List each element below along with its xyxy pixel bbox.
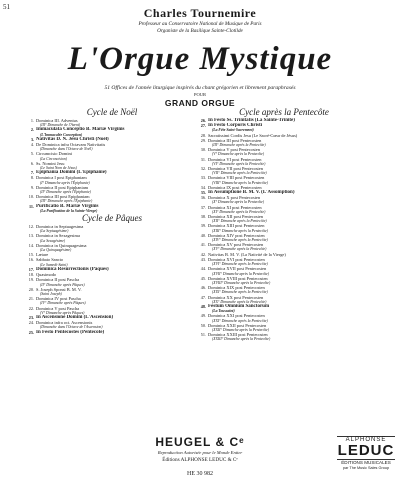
office-subtitle: (XXII° Dimanche après la Pentecôte) [212, 327, 269, 332]
office-number: 8. [30, 175, 34, 181]
office-item [199, 323, 369, 332]
office-title: Circumcisio Domini [36, 151, 72, 157]
office-title: Dominica II post Pascha [36, 277, 80, 283]
office-subtitle: (XII° Dimanche après la Pentecôte) [212, 219, 267, 224]
office-item [27, 194, 197, 203]
office-subtitle: (I° Dimanche après l'Épiphanie) [40, 180, 90, 185]
office-subtitle: (VIII° Dimanche après la Pentecôte) [212, 180, 268, 185]
office-title: Dominica VI post Pentecosten [208, 156, 262, 162]
work-title: L'Orgue Mystique [67, 41, 333, 77]
office-item [199, 242, 369, 251]
office-subtitle: (XIII° Dimanche après la Pentecôte) [212, 228, 268, 233]
office-title: Dominica IX post Pentecosten [208, 184, 262, 190]
office-subtitle: (IV° Dimanche après Pâques) [40, 301, 86, 306]
office-title: Dominica VIII post Pentecosten [208, 175, 265, 181]
office-title: Dominica in Quinquagesima [36, 242, 87, 248]
composer-name: Charles Tournemire [143, 6, 257, 20]
office-number: 45. [200, 275, 206, 281]
cycle-heading: Cycle de Pâques [82, 213, 142, 224]
office-item [27, 224, 197, 233]
cycle-column-left [27, 107, 197, 335]
office-number: 4. [30, 142, 34, 148]
office-item [199, 295, 369, 304]
publisher-edition: Éditions ALPHONSE LEDUC & Cᵉ [162, 457, 238, 463]
office-item [199, 175, 369, 184]
office-item [199, 257, 369, 266]
office-title: Purificatio B. Mariæ Virginis [36, 203, 99, 209]
office-title: Dominica V post Pascha [36, 305, 80, 311]
office-number: 31. [200, 156, 206, 162]
office-number: 24. [28, 320, 34, 326]
office-number: 9. [30, 184, 34, 190]
office-item [199, 285, 369, 294]
office-item [27, 142, 197, 151]
office-item [199, 138, 369, 147]
office-number: 22. [28, 305, 34, 311]
office-item [27, 277, 197, 286]
office-number: 38. [200, 214, 206, 220]
office-subtitle: (L'Immaculée Conception) [40, 132, 83, 137]
office-title: Dominica in Sexagesima [36, 233, 80, 239]
office-item [27, 296, 197, 305]
office-item [199, 166, 369, 175]
cycle-heading: Cycle de Noël [86, 107, 138, 117]
office-title: Festum Omnium Sanctorum [208, 303, 270, 309]
office-item [199, 223, 369, 232]
office-title: Dominica II post Epiphaniam [36, 184, 89, 190]
work-description: 51 Offices de l'année liturgique inspirés du chant grégorien et librement paraphrasés [104, 85, 296, 91]
office-subtitle: (X° Dimanche après la Pentecôte) [212, 200, 265, 205]
office-number: 20. [28, 286, 34, 292]
office-title: Dominica XXI post Pentecosten [208, 313, 265, 319]
office-subtitle: (Dimanche dans l'Octave de l'Ascension) [40, 325, 103, 330]
office-subtitle: (XIV° Dimanche après la Pentecôte) [212, 238, 268, 243]
cycle-heading: Cycle après la Pentecôte [239, 107, 329, 117]
office-subtitle: (Le Saint Nom de Jésus) [40, 166, 77, 171]
office-number: 26. [200, 118, 206, 123]
office-title: Dominica XX post Pentecosten [208, 294, 264, 300]
office-number: 36. [200, 195, 206, 201]
office-title: Lætare [36, 252, 49, 258]
office-subtitle: (La Sexagésime) [40, 238, 66, 243]
office-title: Quasimodo [36, 272, 57, 278]
office-title: Immaculata Conceptio B. Mariæ Virginis [36, 127, 125, 133]
office-number: 40. [200, 232, 206, 238]
office-subtitle: (La Toussaint) [212, 309, 235, 314]
office-number: 10. [28, 194, 34, 200]
office-item [199, 332, 369, 341]
office-number: 48. [200, 303, 206, 309]
office-title: Dominica IV post Pascha [36, 296, 81, 302]
office-number: 3. [30, 136, 34, 142]
for-label: POUR [193, 92, 206, 97]
office-number: 46. [200, 285, 206, 291]
office-subtitle: (V° Dimanche après la Pentecôte) [212, 152, 265, 157]
office-item [199, 195, 369, 204]
office-title: Dominica XI post Pentecosten [208, 204, 262, 210]
office-number: 33. [200, 175, 206, 181]
office-item [27, 127, 197, 136]
office-item [199, 123, 369, 132]
office-item [199, 266, 369, 275]
office-title: S. Joseph Sponsi B. M. V. [36, 286, 82, 292]
office-item [199, 147, 369, 156]
office-number: 15. [28, 252, 34, 258]
office-number: 11. [28, 203, 34, 209]
office-title: Ss. Nomini Jesu [36, 160, 65, 166]
office-number: 17. [28, 266, 34, 272]
office-item [27, 243, 197, 252]
office-item [199, 205, 369, 214]
office-title: In Festo Corporis Christi [208, 123, 263, 129]
office-number: 19. [28, 277, 34, 283]
office-subtitle: (Dimanche dans l'Octave de Noël) [40, 147, 93, 152]
catalog-number: HE 30 982 [187, 471, 213, 477]
office-number: 12. [28, 224, 34, 230]
logo-line-1: ALPHONSE [345, 437, 387, 443]
office-number: 25. [28, 329, 34, 335]
office-title: Dominica XVII post Pentecosten [208, 266, 267, 272]
office-number: 30. [200, 147, 206, 153]
office-number: 39. [200, 223, 206, 229]
office-title: In Assumptione B. M. V. (L'Assomption) [208, 190, 295, 196]
office-title: Dominica X post Pentecosten [208, 195, 261, 201]
publisher-name: HEUGEL & Cᵉ [155, 435, 245, 449]
office-subtitle: (II° Dimanche après l'Épiphanie) [40, 190, 91, 195]
office-title: Dominica III post Pentecosten [208, 137, 262, 143]
office-subtitle: (II° Dimanche après Pâques) [40, 282, 85, 287]
office-title: In Ascensione Domini (L'Ascension) [36, 314, 114, 320]
office-number: 27. [200, 123, 206, 129]
office-title: Dominica XII post Pentecosten [208, 214, 263, 220]
office-subtitle: (XVII° Dimanche après la Pentecôte) [212, 271, 269, 276]
office-title: Dominica VII post Pentecosten [208, 166, 263, 172]
office-subtitle: (XIX° Dimanche après la Pentecôte) [212, 290, 268, 295]
office-number: 21. [28, 296, 34, 302]
logo-line-4: par The Music Sales Group [342, 466, 390, 470]
office-item [199, 233, 369, 242]
office-number: 47. [200, 294, 206, 300]
office-title: Dominica III. Adventus [36, 118, 78, 123]
office-title: Dominica in Septuagesima [36, 224, 84, 230]
office-title: Dominica XV post Pentecosten [208, 242, 264, 248]
office-subtitle: (Le Samedi-Saint) [40, 262, 68, 267]
office-number: 41. [200, 242, 206, 248]
office-item [27, 306, 197, 315]
logo-rule-mid [337, 459, 395, 460]
office-subtitle: (Saint Joseph) [40, 291, 62, 296]
office-number: 44. [200, 266, 206, 272]
logo-line-3: ÉDITIONS MUSICALES [341, 460, 391, 465]
office-number: 37. [200, 204, 206, 210]
office-number: 28. [200, 132, 206, 138]
office-item [27, 204, 197, 213]
office-number: 51. [200, 332, 206, 338]
office-title: Dominica XVIII post Pentecosten [208, 275, 268, 281]
office-subtitle: (XI° Dimanche après la Pentecôte) [212, 209, 266, 214]
office-number: 13. [28, 233, 34, 239]
office-subtitle: (La Septuagésime) [40, 229, 69, 234]
office-subtitle: (XVI° Dimanche après la Pentecôte) [212, 262, 268, 267]
office-number: 42. [200, 251, 206, 257]
office-item [199, 313, 369, 322]
office-subtitle: (VII° Dimanche après la Pentecôte) [212, 171, 267, 176]
office-title: Sabbato Sancto [36, 257, 64, 263]
office-number: 34. [200, 184, 206, 190]
office-title: Nativitas B. M. V. (La Nativité de la Vierge) [208, 251, 286, 257]
office-item [27, 233, 197, 242]
office-subtitle: (La Circoncision) [40, 156, 67, 161]
office-subtitle: (La Fête Saint-Sacrement) [212, 128, 254, 133]
office-subtitle: (III° Dimanche après la Pentecôte) [212, 143, 266, 148]
office-title: Dominica infra oct. Ascensionis [36, 320, 93, 326]
office-subtitle: (III° Dimanche de l'Avent) [40, 123, 81, 128]
office-subtitle: (XX° Dimanche après la Pentecôte) [212, 299, 267, 304]
office-title: Dominica V post Pentecosten [208, 147, 260, 153]
office-subtitle: (XVIII° Dimanche après la Pentecôte) [212, 280, 271, 285]
office-number: 2. [30, 127, 34, 133]
office-number: 5. [30, 151, 34, 157]
office-title: Dominica I post Epiphaniam [36, 175, 87, 181]
office-number: 50. [200, 322, 206, 328]
office-subtitle: (XV° Dimanche après la Pentecôte) [212, 247, 267, 252]
office-item [27, 320, 197, 329]
office-title: Epiphania Domini (L'Épiphanie) [36, 170, 107, 176]
office-number: 14. [28, 242, 34, 248]
office-item [27, 330, 197, 335]
office-number: 35. [200, 190, 206, 196]
office-subtitle: (XXI° Dimanche après la Pentecôte) [212, 318, 268, 323]
office-title: Dominica Resurrectionis (Pâques) [36, 266, 109, 272]
office-item [27, 118, 197, 127]
office-item [27, 175, 197, 184]
office-item [27, 161, 197, 170]
office-item [199, 214, 369, 223]
office-title: Dominica XXIII post Pentecosten [208, 332, 268, 338]
office-number: 7. [30, 170, 34, 176]
office-number: 16. [28, 257, 34, 263]
office-title: Dominica XIV post Pentecosten [208, 232, 265, 238]
office-item [27, 287, 197, 296]
logo-line-2: LEDUC [337, 442, 395, 459]
office-title: Dominica XIII post Pentecosten [208, 223, 265, 229]
office-title: Nativitas D. N. Jesu Christi (Noël) [36, 136, 109, 142]
office-title: Dominica XXII post Pentecosten [208, 322, 267, 328]
instrument-label: GRAND ORGUE [164, 98, 236, 108]
publisher-notice: Reproduction Autorisée pour le Monde Entier [157, 450, 243, 455]
office-subtitle: (La Quinquagésime) [40, 248, 72, 253]
office-number: 18. [28, 272, 34, 278]
composer-title-2: Organiste de la Basilique Sainte-Clotilde [157, 28, 243, 34]
office-number: 1. [30, 118, 34, 123]
office-title: In Festo Pentecostes (Pentecôte) [36, 329, 105, 335]
publisher-logo [337, 437, 395, 477]
office-title: Dominica XIX post Pentecosten [208, 285, 265, 291]
office-subtitle: (La Purification de la Sainte-Vierge) [40, 208, 98, 213]
office-title: Sacratissimi Cordis Jesu (Le Sacré-Cœur de Jésus) [208, 132, 298, 138]
office-title: Dominica III post Epiphaniam [36, 194, 90, 200]
office-item [27, 151, 197, 160]
composer-title-1: Professeur au Conservatoire National de Musique de Paris [138, 21, 262, 27]
office-title: Dominica XVI post Pentecosten [208, 256, 265, 262]
office-subtitle: (V° Dimanche après Pâques) [40, 310, 85, 315]
office-number: 23. [28, 314, 34, 320]
office-number: 32. [200, 166, 206, 172]
office-number: 6. [30, 160, 34, 166]
office-number: 43. [200, 256, 206, 262]
office-subtitle: (XXIII° Dimanche après la Pentecôte) [212, 337, 271, 342]
office-number: 49. [200, 313, 206, 319]
office-title: In Festo Ss. Trinitatis (La Sainte-Trinité) [208, 118, 295, 123]
office-item [199, 304, 369, 313]
office-item [27, 257, 197, 266]
page-number: 51 [3, 3, 10, 11]
office-item [199, 276, 369, 285]
office-item [199, 157, 369, 166]
office-item [27, 185, 197, 194]
office-title: De Dominica infra Octavam Nativitatis [36, 142, 106, 148]
office-number: 29. [200, 137, 206, 143]
office-subtitle: (III° Dimanche après l'Épiphanie) [40, 199, 93, 204]
office-subtitle: (VI° Dimanche après la Pentecôte) [212, 161, 266, 166]
cycle-column-right [199, 107, 369, 342]
